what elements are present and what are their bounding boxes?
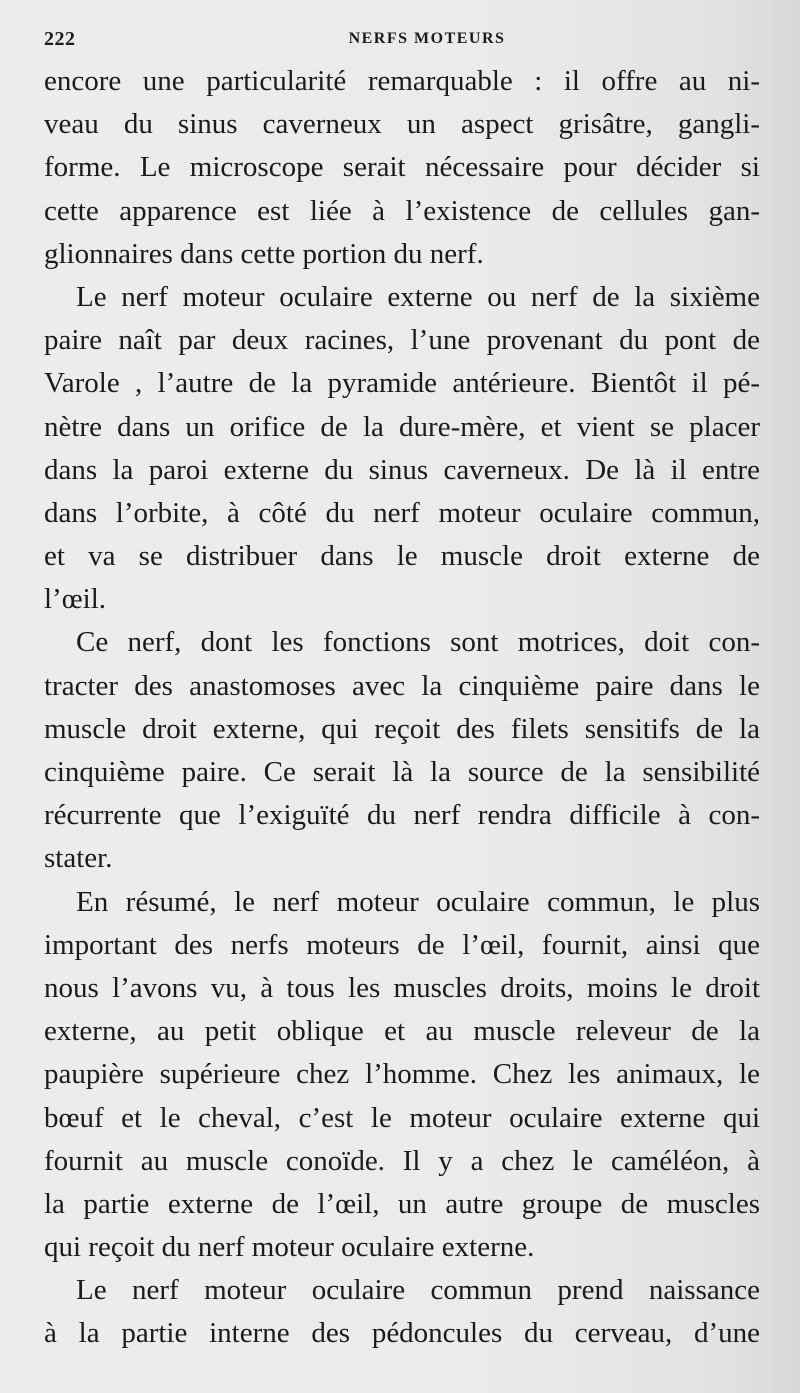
text-line: nous l’avons vu, à tous les muscles droits, moins le droit [44,971,760,1004]
text-line: paupière supérieure chez l’homme. Chez les animaux, le [44,1058,760,1091]
text-line: qui reçoit du nerf moteur oculaire externe. [44,1231,535,1264]
page-number: 222 [44,28,76,50]
text-line: et va se distribuer dans le muscle droit externe de [44,540,760,573]
text-line: dans la paroi externe du sinus caverneux. De là il entre [44,453,760,486]
text-line: l’œil. [44,583,107,616]
text-line: bœuf et le cheval, c’est le moteur oculaire externe qui [44,1101,760,1134]
text-line: En résumé, le nerf moteur oculaire commun, le plus [76,885,760,918]
text-line: tracter des anastomoses avec la cinquième paire dans le [44,669,760,702]
text-line: muscle droit externe, qui reçoit des filets sensitifs de la [44,712,760,745]
text-line: Varole , l’autre de la pyramide antérieure. Bientôt il pé- [44,367,760,400]
text-line: encore une particularité remarquable : il offre au ni- [44,65,760,97]
text-line: Ce nerf, dont les fonctions sont motrices, doit con- [76,626,760,659]
text-line: fournit au muscle conoïde. Il y a chez le caméléon, à [44,1144,760,1177]
page-header [44,28,760,52]
text-line: cette apparence est liée à l’existence de cellules gan- [44,194,760,227]
text-line: paire naît par deux racines, l’une provenant du pont de [44,324,760,357]
text-line: important des nerfs moteurs de l’œil, fournit, ainsi que [44,928,760,961]
text-line: forme. Le microscope serait nécessaire pour décider si [44,151,760,184]
text-line: Le nerf moteur oculaire externe ou nerf de la sixième [76,280,760,313]
text-line: récurrente que l’exiguïté du nerf rendra difficile à con- [44,799,760,832]
text-line: nètre dans un orifice de la dure-mère, et vient se placer [44,410,760,443]
text-line: veau du sinus caverneux un aspect grisâtre, gangli- [44,108,760,141]
body-text [44,60,760,1356]
text-line: la partie externe de l’œil, un autre groupe de muscles [44,1187,760,1220]
text-line: glionnaires dans cette portion du nerf. [44,237,484,270]
text-line: à la partie interne des pédoncules du cerveau, d’une [44,1317,760,1350]
text-line: externe, au petit oblique et au muscle releveur de la [44,1015,760,1048]
text-line: dans l’orbite, à côté du nerf moteur oculaire commun, [44,496,760,529]
text-line: stater. [44,842,113,875]
running-head: NERFS MOTEURS [348,30,506,47]
text-line: Le nerf moteur oculaire commun prend naissance [76,1274,760,1307]
text-line: cinquième paire. Ce serait là la source de la sensibilité [44,756,760,788]
